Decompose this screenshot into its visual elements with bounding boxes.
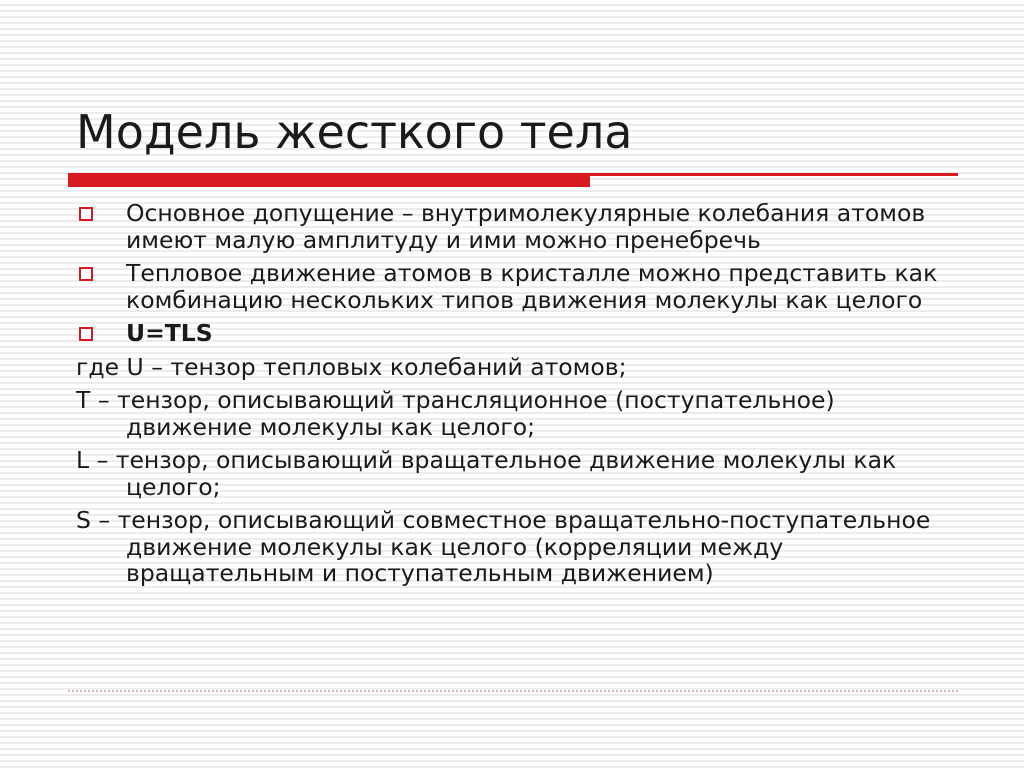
- hollow-square-bullet-icon: [79, 207, 93, 221]
- slide-body: [76, 200, 956, 594]
- title-underline-thick: [68, 173, 590, 187]
- hollow-square-bullet-icon: [79, 267, 93, 281]
- formula-text: U=TLS: [126, 319, 213, 347]
- definition-s: S – тензор, описывающий совместное вращательно-поступательное движение молекулы как целого (корреляции между вращательным и поступательным движением): [76, 506, 931, 587]
- hollow-square-bullet-icon: [79, 327, 93, 341]
- definition-u: где U – тензор тепловых колебаний атомов;: [76, 352, 627, 381]
- title-underline: [68, 173, 958, 187]
- definition-l: L – тензор, описывающий вращательное движение молекулы как целого;: [76, 446, 897, 501]
- definition-t: T – тензор, описывающий трансляционное (поступательное) движение молекулы как целого;: [76, 386, 835, 441]
- bullet-item: [76, 200, 956, 253]
- bullet-item: [76, 320, 956, 347]
- bullet-text: Основное допущение – внутримолекулярные колебания атомов имеют малую амплитуду и ими можно пренебречь: [126, 199, 926, 254]
- footer-divider: [68, 690, 958, 692]
- bullet-text: Тепловое движение атомов в кристалле можно представить как комбинацию нескольких типов движения молекулы как целого: [126, 259, 938, 314]
- bullet-item: [76, 260, 956, 313]
- title-underline-thin: [590, 173, 958, 176]
- slide-title: Модель жесткого тела: [76, 105, 633, 159]
